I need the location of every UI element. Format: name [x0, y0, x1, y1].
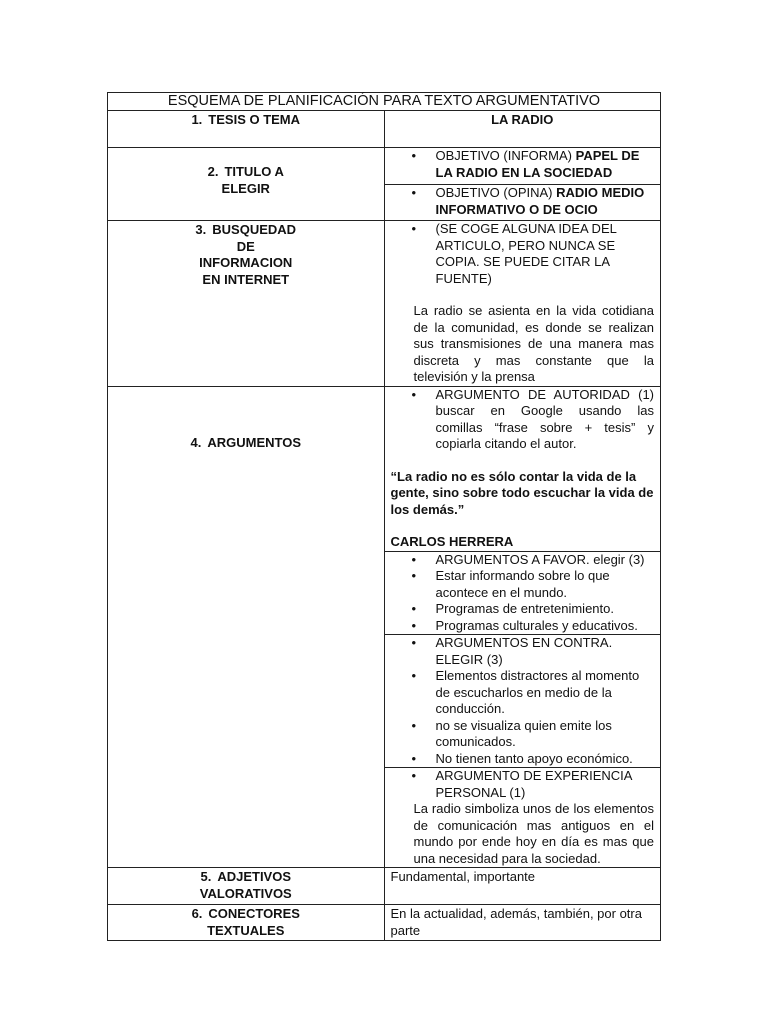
value-adjetivos: Fundamental, importante	[384, 868, 661, 905]
busqueda-paragraph: La radio se asienta en la vida cotidiana de la comunidad, es donde se realizan sus transmisiones de una manera mas discreta y mas constante que la televisión y la prensa	[413, 303, 654, 384]
bullet-icon: •	[411, 717, 417, 733]
list-item: • Estar informando sobre lo que acontece en el mundo.	[411, 568, 610, 600]
label-argumentos: 4. ARGUMENTOS	[108, 386, 385, 868]
list-item: • (SE COGE ALGUNA IDEA DEL ARTICULO, PERO NUNCA SE COPIA. SE PUEDE CITAR LA FUENTE)	[411, 221, 617, 286]
value-conectores: En la actualidad, además, también, por otra parte	[384, 905, 661, 941]
experiencia-paragraph: La radio simboliza unos de los elementos de comunicación mas antiguos en el mundo por ende hoy en día es mas que una necesidad para la sociedad.	[413, 801, 654, 866]
row-tesis	[108, 111, 661, 148]
bullet-icon: •	[411, 635, 417, 650]
list-item: • No tienen tanto apoyo económico.	[411, 750, 633, 766]
label-tesis: 1. TESIS O TEMA	[108, 111, 385, 148]
row-adjetivos	[108, 868, 661, 905]
row-argumentos-autoridad	[108, 386, 661, 551]
bullet-icon: •	[411, 617, 417, 633]
list-item: • ARGUMENTO DE AUTORIDAD (1) buscar en Google usando las comillas “frase sobre + tesis” y copiarla citando el autor.	[411, 386, 654, 451]
quote-author: CARLOS HERRERA	[390, 534, 514, 549]
argumento-autoridad	[384, 386, 661, 551]
argumento-experiencia	[384, 768, 661, 868]
label-titulo: 2. TITULO A ELEGIR	[108, 148, 385, 221]
bullet-icon: •	[411, 750, 417, 766]
list-item: • Programas culturales y educativos.	[411, 617, 638, 633]
titulo-option-informa	[384, 148, 661, 185]
list-item: • ARGUMENTOS EN CONTRA. ELEGIR (3)	[411, 635, 613, 667]
document-title: ESQUEMA DE PLANIFICACIÓN PARA TEXTO ARGUMENTATIVO	[108, 93, 661, 111]
busqueda-content	[384, 221, 661, 387]
bullet-icon: •	[411, 148, 417, 163]
authority-quote: “La radio no es sólo contar la vida de la gente, sino sobre todo escuchar la vida de los demás.”	[390, 468, 654, 517]
bullet-icon: •	[411, 221, 417, 236]
list-item: • OBJETIVO (OPINA) RADIO MEDIO INFORMATIVO O DE OCIO	[411, 185, 645, 217]
row-conectores	[108, 905, 661, 941]
planning-scheme-document	[107, 92, 661, 941]
label-tesis-text: TESIS O TEMA	[208, 112, 301, 127]
list-item: • no se visualiza quien emite los comunicados.	[411, 717, 612, 749]
argumentos-favor	[384, 551, 661, 635]
list-item: • Programas de entretenimiento.	[411, 601, 614, 616]
list-item: • ARGUMENTOS A FAVOR. elegir (3)	[411, 551, 645, 567]
label-conectores: 6. CONECTORES TEXTUALES	[108, 905, 385, 941]
bullet-icon: •	[411, 568, 417, 583]
bullet-icon: •	[411, 668, 417, 683]
label-adjetivos: 5. ADJETIVOS VALORATIVOS	[108, 868, 385, 905]
bullet-icon: •	[411, 386, 417, 402]
titulo-option-opina	[384, 185, 661, 221]
bullet-icon: •	[411, 768, 417, 783]
bullet-icon: •	[411, 185, 417, 200]
title-row	[108, 93, 661, 111]
planning-table	[107, 92, 661, 941]
list-item: • OBJETIVO (INFORMA) PAPEL DE LA RADIO EN LA SOCIEDAD	[411, 148, 640, 180]
list-item: • Elementos distractores al momento de escucharlos en medio de la conducción.	[411, 668, 640, 716]
bullet-icon: •	[411, 551, 417, 567]
bullet-icon: •	[411, 601, 417, 616]
row-titulo-1	[108, 148, 661, 185]
list-item: • ARGUMENTO DE EXPERIENCIA PERSONAL (1)	[411, 768, 632, 800]
label-busqueda: 3. BUSQUEDAD DE INFORMACION EN INTERNET	[108, 221, 385, 387]
value-tesis: LA RADIO	[384, 111, 661, 148]
argumentos-contra	[384, 635, 661, 768]
row-busqueda	[108, 221, 661, 387]
